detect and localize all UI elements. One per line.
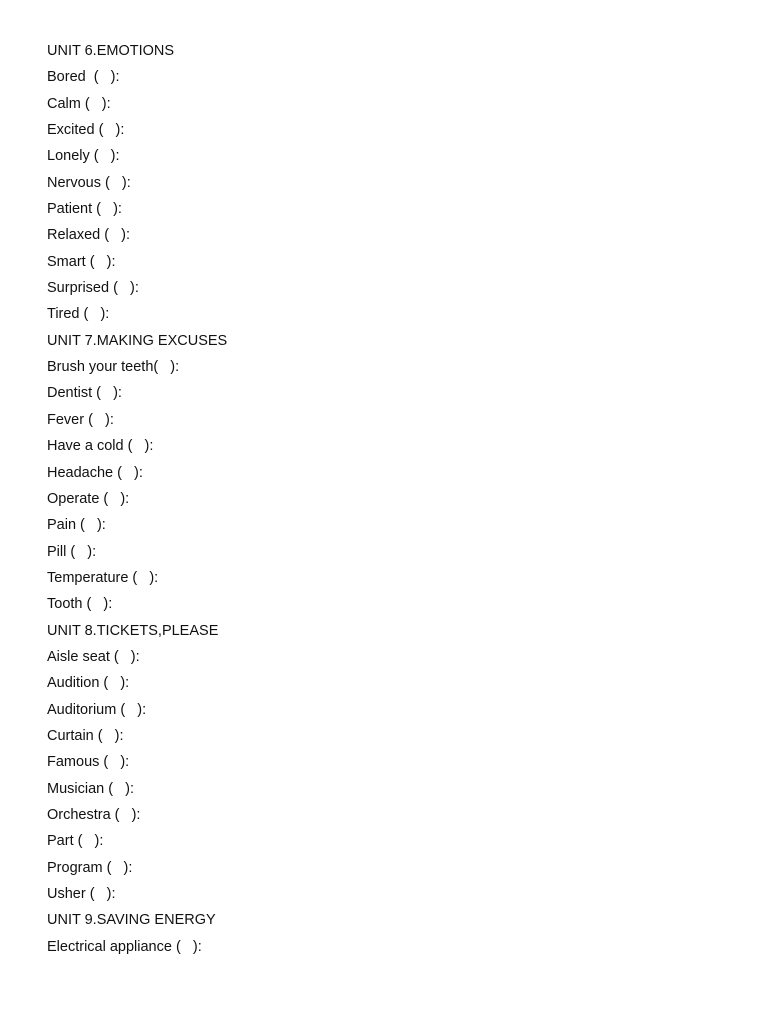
vocab-entry: Tooth ( ): xyxy=(47,596,113,613)
vocab-entry: Fever ( ): xyxy=(47,411,114,428)
vocab-entry: Tired ( ): xyxy=(47,306,110,323)
unit-heading: UNIT 7.MAKING EXCUSES xyxy=(47,332,228,349)
vocab-entry: Operate ( ): xyxy=(47,490,130,507)
vocab-entry: Audition ( ): xyxy=(47,675,130,692)
vocab-entry: Curtain ( ): xyxy=(47,727,124,744)
unit-heading: UNIT 6.EMOTIONS xyxy=(47,43,175,59)
vocab-entry: Pill ( ): xyxy=(47,543,97,560)
vocab-entry: Musician ( ): xyxy=(47,780,135,797)
vocab-entry: Patient ( ): xyxy=(47,201,122,218)
vocab-entry: Electrical appliance ( ): xyxy=(47,938,202,955)
vocab-entry: Brush your teeth( ): xyxy=(47,359,180,376)
vocab-entry: Have a cold ( ): xyxy=(47,438,154,455)
vocab-entry: Temperature ( ): xyxy=(47,569,159,586)
vocab-entry: Usher ( ): xyxy=(47,886,116,902)
vocab-entry: Relaxed ( ): xyxy=(47,227,130,244)
vocab-entry: Famous ( ): xyxy=(47,754,130,771)
vocab-entry: Headache ( ): xyxy=(47,464,143,481)
unit-heading: UNIT 8.TICKETS,PLEASE xyxy=(47,622,219,639)
vocab-entry: Program ( ): xyxy=(47,859,133,876)
vocab-entry: Excited ( ): xyxy=(47,122,125,139)
vocab-entry: Bored ( ): xyxy=(47,69,120,86)
vocab-entry: Nervous ( ): xyxy=(47,174,131,191)
vocab-entry: Auditorium ( ): xyxy=(47,701,147,718)
vocab-entry: Aisle seat ( ): xyxy=(47,648,140,665)
vocab-entry: Lonely ( ): xyxy=(47,148,120,165)
vocab-entry: Smart ( ): xyxy=(47,253,116,270)
vocabulary-list xyxy=(47,40,227,962)
vocab-entry: Part ( ): xyxy=(47,833,104,850)
vocab-entry: Surprised ( ): xyxy=(47,280,139,297)
unit-heading: UNIT 9.SAVING ENERGY xyxy=(47,912,216,929)
vocab-entry: Calm ( ): xyxy=(47,95,111,112)
vocab-entry: Pain ( ): xyxy=(47,517,106,534)
vocab-entry: Orchestra ( ): xyxy=(47,806,141,823)
vocab-entry: Dentist ( ): xyxy=(47,385,122,402)
